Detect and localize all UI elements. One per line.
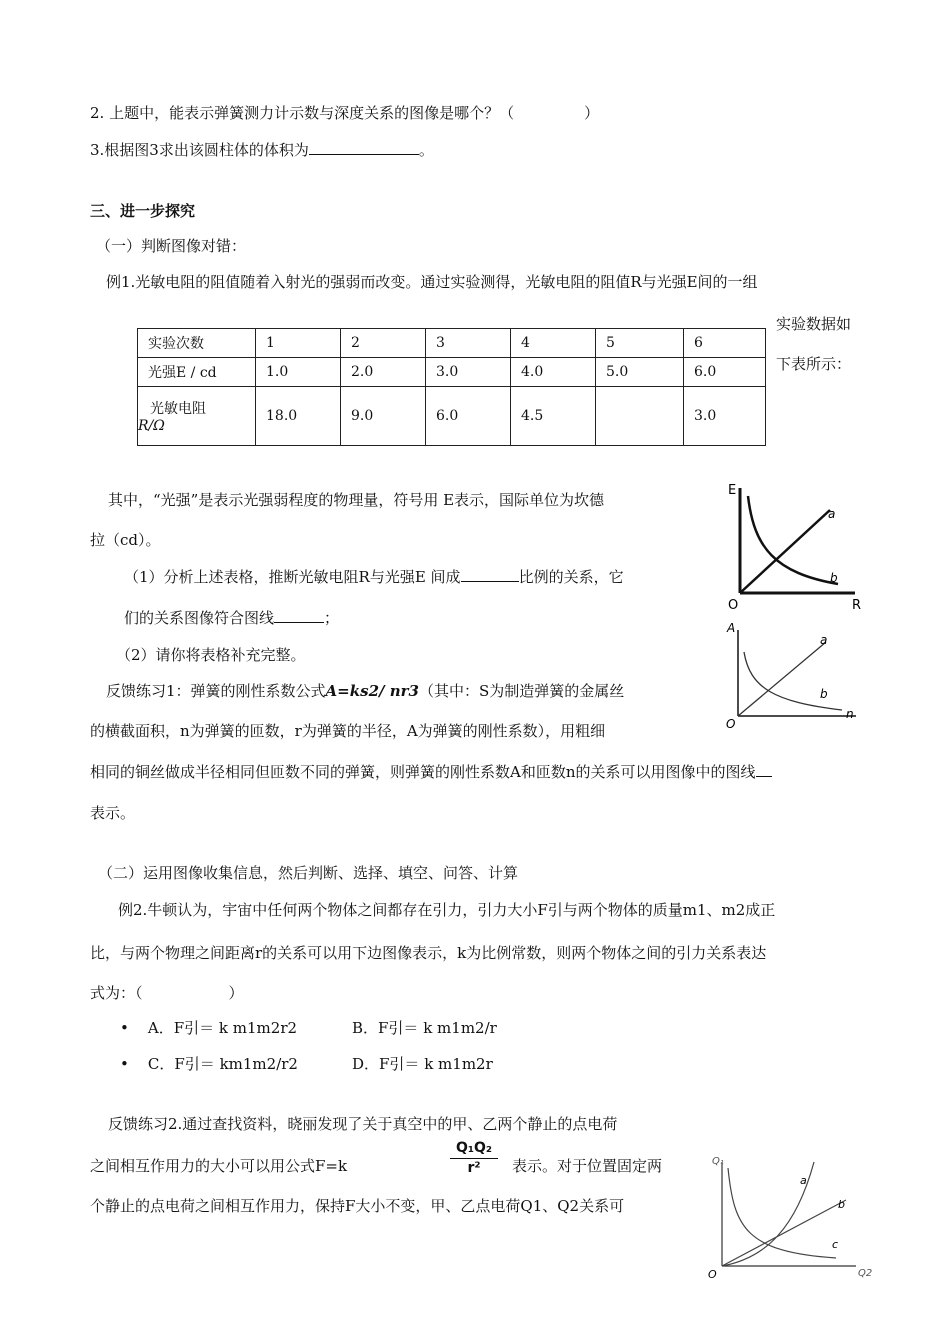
- section-heading: 三、进一步探究: [90, 202, 196, 220]
- feedback-2-text: 个静止的点电荷之间相互作用力，保持F大小不变，甲、乙点电荷Q1、Q2关系可: [90, 1197, 625, 1215]
- svg-text:b: b: [830, 571, 838, 585]
- answer-blank[interactable]: [309, 140, 419, 155]
- svg-text:O: O: [728, 598, 739, 613]
- graph-a-n: [724, 618, 864, 730]
- svg-text:R: R: [852, 598, 862, 613]
- svg-text:Q₁: Q₁: [712, 1156, 724, 1167]
- paragraph: 的横截面积，n为弹簧的匝数，r为弹簧的半径，A为弹簧的刚性系数），用粗细: [90, 722, 606, 740]
- feedback-1-line3: 相同的铜丝做成半径相同但匝数不同的弹簧，则弹簧的刚性系数A和匝数n的关系可以用图像中的图线: [90, 762, 772, 782]
- example-2-text: 例2.牛顿认为，宇宙中任何两个物体之间都存在引力，引力大小F引与两个物体的质量m1、m2成正: [118, 901, 776, 919]
- svg-text:O: O: [708, 1268, 717, 1281]
- paragraph: 其中，“光强”是表示光强弱程度的物理量，符号用 E表示，国际单位为坎德: [108, 491, 605, 509]
- sub-question-1: （1）分析上述表格，推断光敏电阻R与光强E 间成 比例的关系，它: [124, 568, 624, 586]
- feedback-2-text: 表示。对于位置固定两: [512, 1157, 663, 1175]
- example-2-text: 式为：（ ）: [90, 984, 244, 1002]
- paragraph: 表示。: [90, 804, 136, 822]
- option-a[interactable]: • A．F引＝ k m1m2r2: [120, 1019, 298, 1037]
- subsection-heading: （二）运用图像收集信息，然后判断、选择、填空、问答、计算: [98, 864, 519, 882]
- svg-text:c: c: [832, 1238, 839, 1251]
- svg-text:n: n: [846, 707, 854, 721]
- question-2-text: 2. 上题中，能表示弹簧测力计示数与深度关系的图像是哪个？（: [90, 104, 515, 122]
- formula: A=ks2/ nr3: [325, 682, 419, 700]
- example-1-text: 例1.光敏电阻的阻值随着入射光的强弱而改变。通过实验测得，光敏电阻的阻值R与光强E间的一组: [106, 273, 758, 291]
- graph-q1-q2: [706, 1148, 886, 1281]
- svg-text:b: b: [820, 687, 828, 701]
- example-2-text: 比，与两个物理之间距离r的关系可以用下边图像表示，k为比例常数，则两个物体之间的引力关系表达: [90, 944, 767, 962]
- empty-cell[interactable]: [596, 387, 684, 446]
- option-b[interactable]: B．F引＝ k m1m2/r: [352, 1019, 497, 1037]
- example-1-aside: 实验数据如: [776, 315, 852, 333]
- table-row: 光强E / cd 1.0 2.0 3.0 4.0 5.0 6.0: [138, 358, 766, 387]
- svg-text:a: a: [820, 633, 828, 647]
- sub-question-1-cont: 们的关系图像符合图线 ；: [124, 609, 340, 627]
- sub-question-2: （2）请你将表格补充完整。: [116, 646, 306, 664]
- feedback-2-text: 之间相互作用力的大小可以用公式F=k: [90, 1157, 348, 1175]
- table-row: 实验次数 1 2 3 4 5 6: [138, 329, 766, 358]
- option-d[interactable]: D．F引＝ k m1m2r: [352, 1055, 493, 1073]
- svg-text:Q2: Q2: [858, 1268, 873, 1279]
- table-row: 光敏电阻 R/Ω 18.0 9.0 6.0 4.5 3.0: [138, 387, 766, 446]
- graph-e-r: [720, 478, 870, 618]
- svg-text:A: A: [727, 621, 736, 635]
- svg-text:b: b: [838, 1198, 845, 1211]
- example-1-aside: 下表所示：: [776, 355, 852, 373]
- svg-text:a: a: [800, 1174, 807, 1187]
- paragraph: 拉（cd）。: [90, 531, 161, 549]
- coulomb-fraction: $\frac{\text{Q₁Q₂}}{\text{r²}}$: [450, 1140, 498, 1176]
- svg-text:O: O: [726, 717, 736, 731]
- data-table: [137, 328, 766, 446]
- svg-text:E: E: [728, 483, 737, 498]
- feedback-2-text: 反馈练习2.通过查找资料，晓丽发现了关于真空中的甲、乙两个静止的点电荷: [108, 1115, 618, 1133]
- feedback-1-line1: 反馈练习1：弹簧的刚性系数公式A=ks2/ nr3（其中：S为制造弹簧的金属丝: [106, 682, 625, 700]
- svg-text:a: a: [828, 507, 836, 521]
- question-2: 2. 上题中，能表示弹簧测力计示数与深度关系的图像是哪个？（ ）: [90, 104, 600, 122]
- option-c[interactable]: • C．F引＝ km1m2/r2: [120, 1055, 298, 1073]
- question-3: 3.根据图3求出该圆柱体的体积为 。: [90, 141, 434, 159]
- subsection-heading: （一）判断图像对错：: [96, 237, 247, 255]
